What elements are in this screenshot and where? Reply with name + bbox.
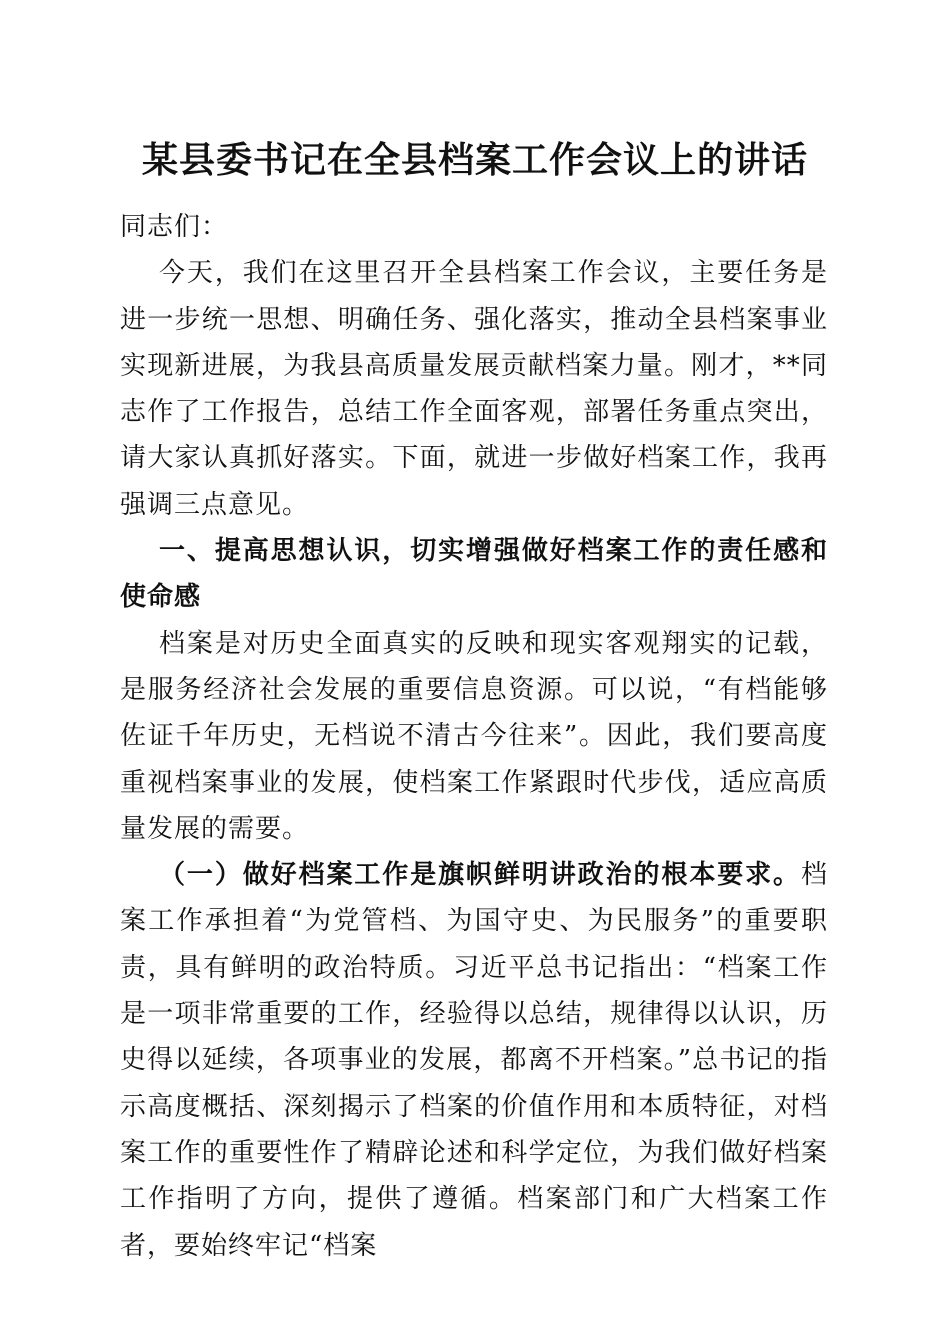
document-title: 某县委书记在全县档案工作会议上的讲话	[141, 139, 808, 181]
subsection-1-text: 档案工作承担着“为党管档、为国守史、为民服务”的重要职责，具有鲜明的政治特质。习近平总书记指出：“档案工作是一项非常重要的工作，经验得以总结，规律得以认识，历史得以延续，各项事业的发展，都离不开档案。”总书记的指示高度概括、深刻揭示了档案的价值作用和本质特征，对档案工作的重要性作了精辟论述和科学定位，为我们做好档案工作指明了方向，提供了遵循。档案部门和广大档案工作者，要始终牢记“档案	[120, 860, 828, 1261]
salutation: 同志们：	[120, 212, 229, 242]
intro-paragraph: 今天，我们在这里召开全县档案工作会议，主要任务是进一步统一思想、明确任务、强化落实，推动全县档案事业实现新进展，为我县高质量发展贡献档案力量。刚才，**同志作了工作报告，总结工作全面客观，部署任务重点突出，请大家认真抓好落实。下面，就进一步做好档案工作，我再强调三点意见。	[120, 258, 828, 520]
document-body	[120, 204, 828, 1269]
section-1-heading: 一、提高思想认识，切实增强做好档案工作的责任感和使命感	[120, 536, 828, 613]
subsection-1-paragraph	[120, 852, 828, 1269]
section-1-paragraph: 档案是对历史全面真实的反映和现实客观翔实的记载，是服务经济社会发展的重要信息资源。可以说，“有档能够佐证千年历史，无档说不清古今往来”。因此，我们要高度重视档案事业的发展，使档案工作紧跟时代步伐，适应高质量发展的需要。	[120, 628, 828, 844]
subsection-1-heading: （一）做好档案工作是旗帜鲜明讲政治的根本要求。	[159, 860, 801, 891]
